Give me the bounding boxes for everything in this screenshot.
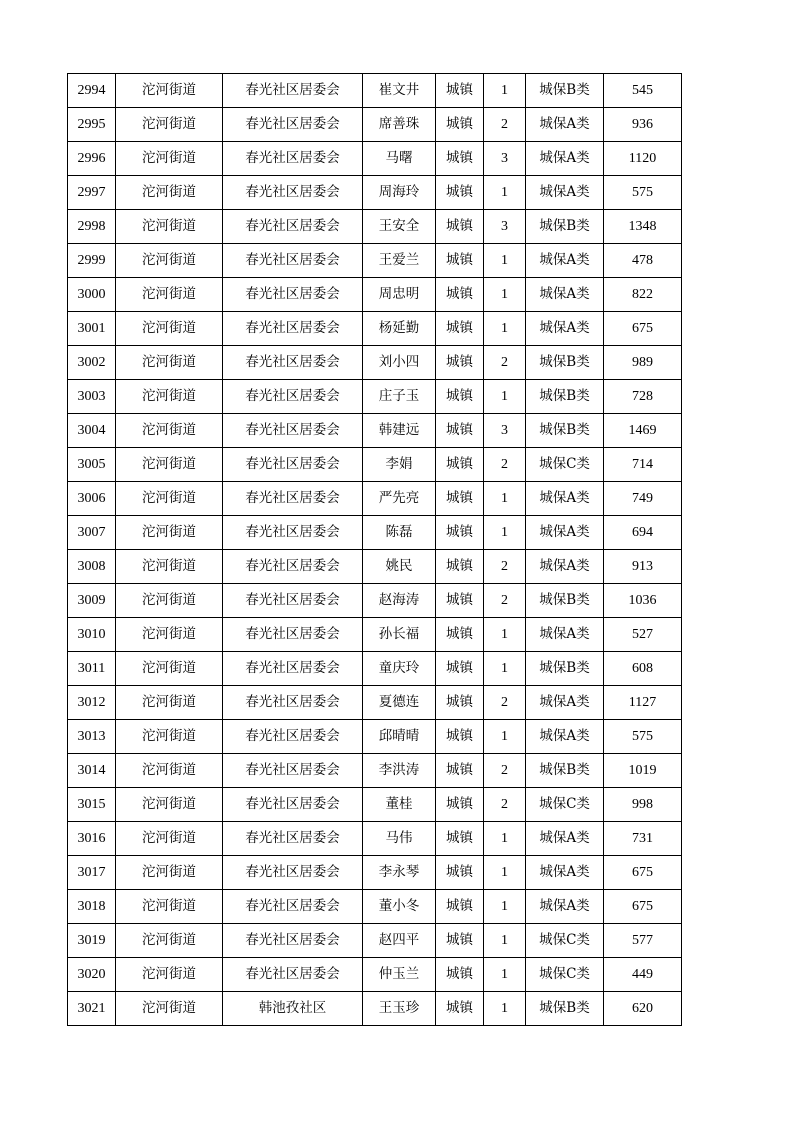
insurance-category-cell: 城保A类: [526, 108, 604, 142]
area-type-cell: 城镇: [436, 788, 484, 822]
area-type-cell: 城镇: [436, 278, 484, 312]
subdistrict-cell: 沱河街道: [116, 890, 223, 924]
insurance-category-cell: 城保B类: [526, 74, 604, 108]
subdistrict-cell: 沱河街道: [116, 380, 223, 414]
community-cell: 春光社区居委会: [223, 550, 363, 584]
area-type-cell: 城镇: [436, 414, 484, 448]
area-type-cell: 城镇: [436, 890, 484, 924]
serial-number-cell: 3000: [68, 278, 116, 312]
roster-table: [67, 73, 682, 1026]
household-size-cell: 2: [484, 788, 526, 822]
serial-number-cell: 3007: [68, 516, 116, 550]
household-size-cell: 3: [484, 210, 526, 244]
serial-number-cell: 2999: [68, 244, 116, 278]
serial-number-cell: 3009: [68, 584, 116, 618]
household-size-cell: 2: [484, 346, 526, 380]
insurance-category-cell: 城保C类: [526, 788, 604, 822]
area-type-cell: 城镇: [436, 992, 484, 1026]
table-row: [68, 278, 682, 312]
name-cell: 马曙: [363, 142, 436, 176]
table-row: [68, 414, 682, 448]
serial-number-cell: 3011: [68, 652, 116, 686]
area-type-cell: 城镇: [436, 380, 484, 414]
community-cell: 春光社区居委会: [223, 176, 363, 210]
insurance-category-cell: 城保A类: [526, 176, 604, 210]
subdistrict-cell: 沱河街道: [116, 210, 223, 244]
area-type-cell: 城镇: [436, 550, 484, 584]
insurance-category-cell: 城保A类: [526, 890, 604, 924]
community-cell: 春光社区居委会: [223, 856, 363, 890]
amount-cell: 714: [604, 448, 682, 482]
area-type-cell: 城镇: [436, 312, 484, 346]
name-cell: 仲玉兰: [363, 958, 436, 992]
insurance-category-cell: 城保B类: [526, 346, 604, 380]
table-row: [68, 652, 682, 686]
table-row: [68, 788, 682, 822]
amount-cell: 694: [604, 516, 682, 550]
area-type-cell: 城镇: [436, 176, 484, 210]
amount-cell: 749: [604, 482, 682, 516]
household-size-cell: 1: [484, 312, 526, 346]
community-cell: 春光社区居委会: [223, 584, 363, 618]
subdistrict-cell: 沱河街道: [116, 108, 223, 142]
community-cell: 春光社区居委会: [223, 686, 363, 720]
community-cell: 春光社区居委会: [223, 516, 363, 550]
household-size-cell: 2: [484, 584, 526, 618]
subdistrict-cell: 沱河街道: [116, 312, 223, 346]
name-cell: 庄子玉: [363, 380, 436, 414]
serial-number-cell: 3005: [68, 448, 116, 482]
table-row: [68, 584, 682, 618]
table-row: [68, 380, 682, 414]
table-row: [68, 720, 682, 754]
name-cell: 董桂: [363, 788, 436, 822]
area-type-cell: 城镇: [436, 822, 484, 856]
table-row: [68, 74, 682, 108]
subdistrict-cell: 沱河街道: [116, 686, 223, 720]
name-cell: 李洪涛: [363, 754, 436, 788]
table-row: [68, 924, 682, 958]
amount-cell: 1127: [604, 686, 682, 720]
subdistrict-cell: 沱河街道: [116, 754, 223, 788]
name-cell: 邱晴晴: [363, 720, 436, 754]
community-cell: 春光社区居委会: [223, 108, 363, 142]
insurance-category-cell: 城保A类: [526, 516, 604, 550]
subdistrict-cell: 沱河街道: [116, 516, 223, 550]
serial-number-cell: 3008: [68, 550, 116, 584]
table-row: [68, 516, 682, 550]
area-type-cell: 城镇: [436, 754, 484, 788]
household-size-cell: 3: [484, 414, 526, 448]
household-size-cell: 1: [484, 380, 526, 414]
amount-cell: 1120: [604, 142, 682, 176]
name-cell: 陈磊: [363, 516, 436, 550]
insurance-category-cell: 城保A类: [526, 482, 604, 516]
name-cell: 韩建远: [363, 414, 436, 448]
subdistrict-cell: 沱河街道: [116, 244, 223, 278]
serial-number-cell: 2997: [68, 176, 116, 210]
community-cell: 春光社区居委会: [223, 414, 363, 448]
insurance-category-cell: 城保A类: [526, 856, 604, 890]
community-cell: 春光社区居委会: [223, 380, 363, 414]
community-cell: 春光社区居委会: [223, 210, 363, 244]
insurance-category-cell: 城保A类: [526, 312, 604, 346]
serial-number-cell: 3017: [68, 856, 116, 890]
amount-cell: 675: [604, 312, 682, 346]
household-size-cell: 3: [484, 142, 526, 176]
table-row: [68, 856, 682, 890]
area-type-cell: 城镇: [436, 516, 484, 550]
name-cell: 崔文井: [363, 74, 436, 108]
table-row: [68, 992, 682, 1026]
area-type-cell: 城镇: [436, 448, 484, 482]
household-size-cell: 1: [484, 992, 526, 1026]
subdistrict-cell: 沱河街道: [116, 176, 223, 210]
amount-cell: 1036: [604, 584, 682, 618]
serial-number-cell: 2995: [68, 108, 116, 142]
subdistrict-cell: 沱河街道: [116, 856, 223, 890]
area-type-cell: 城镇: [436, 210, 484, 244]
subdistrict-cell: 沱河街道: [116, 924, 223, 958]
serial-number-cell: 3018: [68, 890, 116, 924]
area-type-cell: 城镇: [436, 346, 484, 380]
insurance-category-cell: 城保A类: [526, 618, 604, 652]
insurance-category-cell: 城保A类: [526, 720, 604, 754]
insurance-category-cell: 城保B类: [526, 210, 604, 244]
amount-cell: 998: [604, 788, 682, 822]
serial-number-cell: 3013: [68, 720, 116, 754]
household-size-cell: 2: [484, 686, 526, 720]
amount-cell: 527: [604, 618, 682, 652]
household-size-cell: 1: [484, 958, 526, 992]
community-cell: 春光社区居委会: [223, 652, 363, 686]
name-cell: 周忠明: [363, 278, 436, 312]
community-cell: 春光社区居委会: [223, 788, 363, 822]
name-cell: 王安全: [363, 210, 436, 244]
subdistrict-cell: 沱河街道: [116, 142, 223, 176]
amount-cell: 545: [604, 74, 682, 108]
subdistrict-cell: 沱河街道: [116, 448, 223, 482]
household-size-cell: 1: [484, 74, 526, 108]
table-row: [68, 686, 682, 720]
amount-cell: 728: [604, 380, 682, 414]
serial-number-cell: 2994: [68, 74, 116, 108]
amount-cell: 620: [604, 992, 682, 1026]
name-cell: 孙长福: [363, 618, 436, 652]
household-size-cell: 2: [484, 550, 526, 584]
subdistrict-cell: 沱河街道: [116, 550, 223, 584]
serial-number-cell: 3001: [68, 312, 116, 346]
serial-number-cell: 3021: [68, 992, 116, 1026]
name-cell: 赵海涛: [363, 584, 436, 618]
subdistrict-cell: 沱河街道: [116, 74, 223, 108]
household-size-cell: 1: [484, 890, 526, 924]
area-type-cell: 城镇: [436, 142, 484, 176]
area-type-cell: 城镇: [436, 584, 484, 618]
household-size-cell: 1: [484, 244, 526, 278]
serial-number-cell: 3003: [68, 380, 116, 414]
name-cell: 夏德连: [363, 686, 436, 720]
area-type-cell: 城镇: [436, 244, 484, 278]
insurance-category-cell: 城保B类: [526, 584, 604, 618]
table-row: [68, 142, 682, 176]
serial-number-cell: 2996: [68, 142, 116, 176]
name-cell: 童庆玲: [363, 652, 436, 686]
name-cell: 杨延勤: [363, 312, 436, 346]
area-type-cell: 城镇: [436, 74, 484, 108]
insurance-category-cell: 城保A类: [526, 550, 604, 584]
table-row: [68, 958, 682, 992]
amount-cell: 608: [604, 652, 682, 686]
household-size-cell: 2: [484, 108, 526, 142]
household-size-cell: 1: [484, 176, 526, 210]
community-cell: 春光社区居委会: [223, 312, 363, 346]
table-row: [68, 312, 682, 346]
name-cell: 姚民: [363, 550, 436, 584]
insurance-category-cell: 城保B类: [526, 414, 604, 448]
subdistrict-cell: 沱河街道: [116, 720, 223, 754]
table-row: [68, 244, 682, 278]
community-cell: 春光社区居委会: [223, 74, 363, 108]
household-size-cell: 1: [484, 652, 526, 686]
insurance-category-cell: 城保A类: [526, 142, 604, 176]
household-size-cell: 1: [484, 720, 526, 754]
community-cell: 春光社区居委会: [223, 346, 363, 380]
roster-body: [68, 74, 682, 1026]
community-cell: 韩池孜社区: [223, 992, 363, 1026]
serial-number-cell: 3016: [68, 822, 116, 856]
community-cell: 春光社区居委会: [223, 720, 363, 754]
community-cell: 春光社区居委会: [223, 278, 363, 312]
amount-cell: 731: [604, 822, 682, 856]
subdistrict-cell: 沱河街道: [116, 652, 223, 686]
area-type-cell: 城镇: [436, 686, 484, 720]
amount-cell: 1348: [604, 210, 682, 244]
table-row: [68, 448, 682, 482]
amount-cell: 989: [604, 346, 682, 380]
serial-number-cell: 3006: [68, 482, 116, 516]
subdistrict-cell: 沱河街道: [116, 958, 223, 992]
table-row: [68, 618, 682, 652]
name-cell: 马伟: [363, 822, 436, 856]
subdistrict-cell: 沱河街道: [116, 346, 223, 380]
amount-cell: 675: [604, 856, 682, 890]
table-row: [68, 346, 682, 380]
table-row: [68, 210, 682, 244]
household-size-cell: 2: [484, 448, 526, 482]
amount-cell: 1019: [604, 754, 682, 788]
amount-cell: 1469: [604, 414, 682, 448]
serial-number-cell: 3014: [68, 754, 116, 788]
subdistrict-cell: 沱河街道: [116, 822, 223, 856]
subdistrict-cell: 沱河街道: [116, 618, 223, 652]
insurance-category-cell: 城保A类: [526, 686, 604, 720]
insurance-category-cell: 城保C类: [526, 958, 604, 992]
community-cell: 春光社区居委会: [223, 924, 363, 958]
table-row: [68, 176, 682, 210]
area-type-cell: 城镇: [436, 108, 484, 142]
subdistrict-cell: 沱河街道: [116, 482, 223, 516]
area-type-cell: 城镇: [436, 856, 484, 890]
table-row: [68, 890, 682, 924]
area-type-cell: 城镇: [436, 618, 484, 652]
amount-cell: 478: [604, 244, 682, 278]
subdistrict-cell: 沱河街道: [116, 992, 223, 1026]
insurance-category-cell: 城保C类: [526, 924, 604, 958]
amount-cell: 913: [604, 550, 682, 584]
household-size-cell: 2: [484, 754, 526, 788]
name-cell: 赵四平: [363, 924, 436, 958]
community-cell: 春光社区居委会: [223, 618, 363, 652]
name-cell: 周海玲: [363, 176, 436, 210]
name-cell: 刘小四: [363, 346, 436, 380]
table-row: [68, 108, 682, 142]
amount-cell: 936: [604, 108, 682, 142]
insurance-category-cell: 城保A类: [526, 822, 604, 856]
subdistrict-cell: 沱河街道: [116, 414, 223, 448]
community-cell: 春光社区居委会: [223, 754, 363, 788]
household-size-cell: 1: [484, 278, 526, 312]
area-type-cell: 城镇: [436, 924, 484, 958]
community-cell: 春光社区居委会: [223, 244, 363, 278]
name-cell: 王爱兰: [363, 244, 436, 278]
area-type-cell: 城镇: [436, 958, 484, 992]
insurance-category-cell: 城保A类: [526, 244, 604, 278]
serial-number-cell: 3012: [68, 686, 116, 720]
insurance-category-cell: 城保B类: [526, 380, 604, 414]
name-cell: 李娟: [363, 448, 436, 482]
community-cell: 春光社区居委会: [223, 958, 363, 992]
insurance-category-cell: 城保C类: [526, 448, 604, 482]
amount-cell: 577: [604, 924, 682, 958]
subdistrict-cell: 沱河街道: [116, 584, 223, 618]
area-type-cell: 城镇: [436, 652, 484, 686]
serial-number-cell: 3004: [68, 414, 116, 448]
community-cell: 春光社区居委会: [223, 142, 363, 176]
amount-cell: 575: [604, 720, 682, 754]
table-row: [68, 822, 682, 856]
household-size-cell: 1: [484, 482, 526, 516]
table-row: [68, 754, 682, 788]
area-type-cell: 城镇: [436, 482, 484, 516]
household-size-cell: 1: [484, 856, 526, 890]
insurance-category-cell: 城保B类: [526, 754, 604, 788]
serial-number-cell: 3010: [68, 618, 116, 652]
insurance-category-cell: 城保A类: [526, 278, 604, 312]
serial-number-cell: 3015: [68, 788, 116, 822]
area-type-cell: 城镇: [436, 720, 484, 754]
community-cell: 春光社区居委会: [223, 822, 363, 856]
amount-cell: 575: [604, 176, 682, 210]
table-row: [68, 482, 682, 516]
serial-number-cell: 3002: [68, 346, 116, 380]
amount-cell: 822: [604, 278, 682, 312]
household-size-cell: 1: [484, 822, 526, 856]
table-row: [68, 550, 682, 584]
amount-cell: 675: [604, 890, 682, 924]
community-cell: 春光社区居委会: [223, 890, 363, 924]
name-cell: 李永琴: [363, 856, 436, 890]
community-cell: 春光社区居委会: [223, 482, 363, 516]
amount-cell: 449: [604, 958, 682, 992]
community-cell: 春光社区居委会: [223, 448, 363, 482]
subdistrict-cell: 沱河街道: [116, 788, 223, 822]
household-size-cell: 1: [484, 618, 526, 652]
name-cell: 席善珠: [363, 108, 436, 142]
insurance-category-cell: 城保B类: [526, 652, 604, 686]
household-size-cell: 1: [484, 516, 526, 550]
household-size-cell: 1: [484, 924, 526, 958]
name-cell: 严先亮: [363, 482, 436, 516]
subdistrict-cell: 沱河街道: [116, 278, 223, 312]
name-cell: 董小冬: [363, 890, 436, 924]
name-cell: 王玉珍: [363, 992, 436, 1026]
serial-number-cell: 3020: [68, 958, 116, 992]
insurance-category-cell: 城保B类: [526, 992, 604, 1026]
serial-number-cell: 3019: [68, 924, 116, 958]
serial-number-cell: 2998: [68, 210, 116, 244]
